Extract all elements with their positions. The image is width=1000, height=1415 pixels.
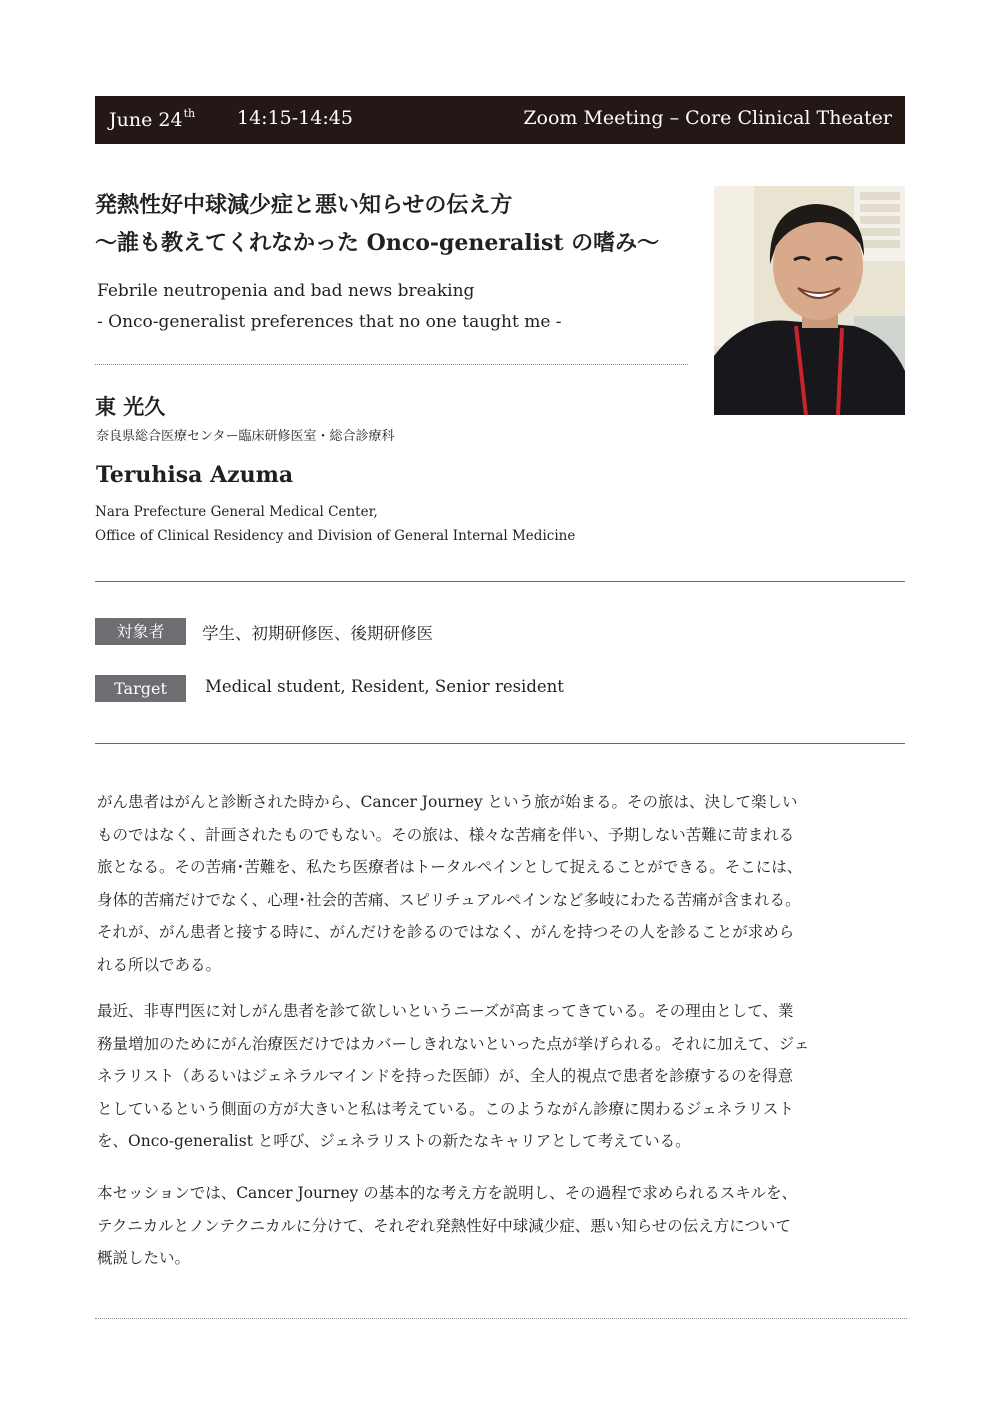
paragraph-line: としているという側面の方が大きいと私は考えている。このようながん診療に関わるジェネラリスト [97, 1099, 794, 1118]
target-value-japanese: 学生、初期研修医、後期研修医 [202, 624, 433, 643]
section-divider-bottom [95, 743, 905, 744]
paragraph-line: それが、がん患者と接する時に、がんだけを診るのではなく、がんを持つその人を診ることが求めら [97, 923, 795, 941]
paragraph-line: がん患者はがんと診断された時から、Cancer Journey という旅が始まる。その旅は、決して楽しい [97, 793, 798, 811]
target-label-japanese: 対象者 [95, 618, 186, 645]
paragraph-line: ネラリスト（あるいはジェネラルマインドを持った医師）が、全人的視点で患者を診療するのを得意 [97, 1067, 794, 1085]
target-value-english: Medical student, Resident, Senior resident [205, 677, 564, 696]
paragraph-line: ものではなく、計画されたものでもない。その旅は、様々な苦痛を伴い、予期しない苦難に苛まれる [97, 825, 795, 844]
title-japanese [95, 186, 695, 262]
session-venue: Zoom Meeting – Core Clinical Theater [523, 107, 892, 129]
speaker-name-english: Teruhisa Azuma [96, 462, 294, 488]
paragraph-line: れる所以である。 [97, 955, 222, 974]
paragraph-line: 本セッションでは、Cancer Journey の基本的な考え方を説明し、その過程で求められるスキルを、 [97, 1184, 798, 1202]
session-header-bar [95, 96, 905, 144]
speaker-portrait-illustration [714, 186, 905, 415]
title-en-line-2: - Onco-generalist preferences that no one taught me - [97, 312, 562, 332]
speaker-name-japanese: 東 光久 [95, 394, 166, 419]
date-suffix: th [183, 107, 196, 120]
section-divider-top [95, 581, 905, 582]
title-ja-line-1: 発熱性好中球減少症と悪い知らせの伝え方 [95, 192, 513, 218]
paragraph-line: 概説したい。 [97, 1249, 191, 1267]
title-ja-line-2: ～誰も教えてくれなかった Onco-generalist の嗜み～ [95, 230, 660, 256]
abstract-paragraph-1 [97, 786, 907, 981]
title-english [97, 276, 697, 338]
abstract-paragraph-3 [97, 1177, 907, 1275]
speaker-affiliation-japanese: 奈良県総合医療センター臨床研修医室・総合診療科 [96, 429, 395, 444]
paragraph-line: 最近、非専門医に対しがん患者を診て欲しいというニーズが高まってきている。その理由として、業 [97, 1002, 794, 1020]
title-divider [95, 364, 688, 365]
footer-divider [95, 1318, 907, 1319]
abstract-paragraph-2 [97, 995, 907, 1158]
target-label-english: Target [95, 675, 186, 702]
title-en-line-1: Febrile neutropenia and bad news breaking [97, 281, 475, 301]
speaker-photo [714, 186, 905, 415]
paragraph-line: テクニカルとノンテクニカルに分けて、それぞれ発熱性好中球減少症、悪い知らせの伝え方について [97, 1216, 791, 1235]
paragraph-line: 務量増加のためにがん治療医だけではカバーしきれないといった点が挙げられる。それに加えて、ジェ [97, 1034, 810, 1053]
affiliation-en-line-1: Nara Prefecture General Medical Center, [95, 504, 378, 520]
paragraph-line: 旅となる。その苦痛･苦難を、私たち医療者はトータルペインとして捉えることができる。そこには、 [97, 858, 803, 876]
paragraph-line: を、Onco-generalist と呼び、ジェネラリストの新たなキャリアとして考えている。 [97, 1132, 691, 1150]
speaker-affiliation-english [95, 500, 575, 548]
affiliation-en-line-2: Office of Clinical Residency and Division of General Internal Medicine [95, 528, 576, 544]
session-date: June 24th [109, 107, 196, 131]
session-time: 14:15-14:45 [237, 107, 353, 129]
paragraph-line: 身体的苦痛だけでなく、心理･社会的苦痛、スピリチュアルペインなど多岐にわたる苦痛が含まれる。 [97, 890, 801, 909]
